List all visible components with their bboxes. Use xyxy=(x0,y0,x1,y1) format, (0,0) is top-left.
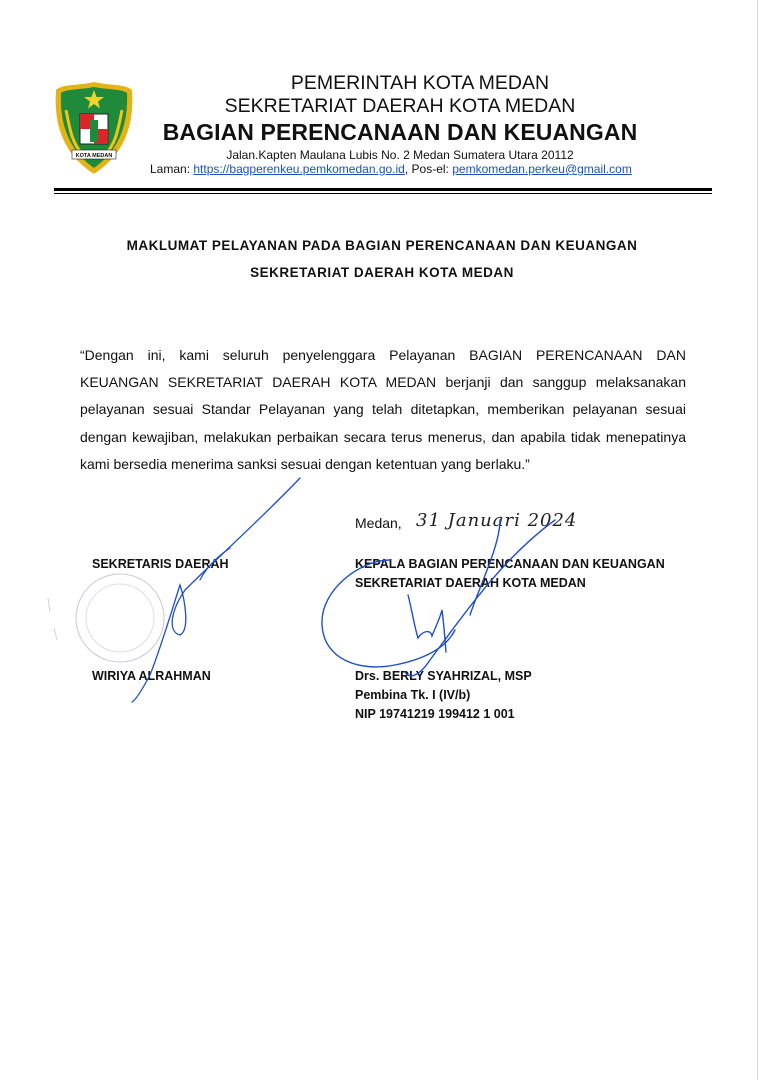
web-label: Laman: xyxy=(150,162,191,176)
faint-stamp-icon xyxy=(40,568,180,678)
right-signatory-title-line2: SEKRETARIAT DAERAH KOTA MEDAN xyxy=(355,576,586,590)
address-line: Jalan.Kapten Maulana Lubis No. 2 Medan Sumatera Utara 20112 xyxy=(226,148,574,162)
pledge-paragraph: “Dengan ini, kami seluruh penyelenggara Pelayanan BAGIAN PERENCANAAN DAN KEUANGAN SEKRETARIAT DAERAH KOTA MEDAN berjanji dan sanggup melaksanakan pelayanan sesuai Standar Pelayanan yang telah ditetapkan, memberikan pelayanan sesuai dengan kewajiban, melakukan perbaikan secara terus menerus, dan apabila tidak menepatinya kami bersedia menerima sanksi sesuai dengan ketentuan yang berlaku.” xyxy=(80,347,686,472)
emblem-label: KOTA MEDAN xyxy=(75,153,113,159)
website-link[interactable]: https://bagperenkeu.pemkomedan.go.id xyxy=(193,162,405,176)
place-label: Medan, xyxy=(355,515,402,531)
medan-city-emblem-icon xyxy=(54,80,134,176)
division-name: BAGIAN PERENCANAAN DAN KEUANGAN xyxy=(162,119,638,145)
email-link[interactable]: pemkomedan.perkeu@gmail.com xyxy=(452,162,632,176)
right-signatory-nip: NIP 19741219 199412 1 001 xyxy=(355,707,515,721)
letterhead-divider-thin xyxy=(54,193,712,194)
contact-line xyxy=(150,162,660,176)
secretariat-name: SEKRETARIAT DAERAH KOTA MEDAN xyxy=(224,95,576,117)
left-signatory-title: SEKRETARIS DAERAH xyxy=(92,557,229,571)
right-signature-icon xyxy=(322,520,555,676)
handwritten-date: 31 Januari 2024 xyxy=(416,510,578,531)
page-edge xyxy=(757,0,758,1080)
document-title: MAKLUMAT PELAYANAN PADA BAGIAN PERENCANAAN DAN KEUANGAN xyxy=(126,238,638,253)
mail-label: , Pos-el: xyxy=(404,162,449,176)
letterhead-divider-thick xyxy=(54,188,712,191)
left-signatory-name: WIRIYA ALRAHMAN xyxy=(92,669,211,683)
document-subtitle: SEKRETARIAT DAERAH KOTA MEDAN xyxy=(250,265,514,280)
right-signatory-title-line1: KEPALA BAGIAN PERENCANAAN DAN KEUANGAN xyxy=(355,557,665,571)
government-name: PEMERINTAH KOTA MEDAN xyxy=(290,72,550,94)
right-signatory-name: Drs. BERLY SYAHRIZAL, MSP xyxy=(355,669,532,683)
right-signatory-rank: Pembina Tk. I (IV/b) xyxy=(355,688,471,702)
